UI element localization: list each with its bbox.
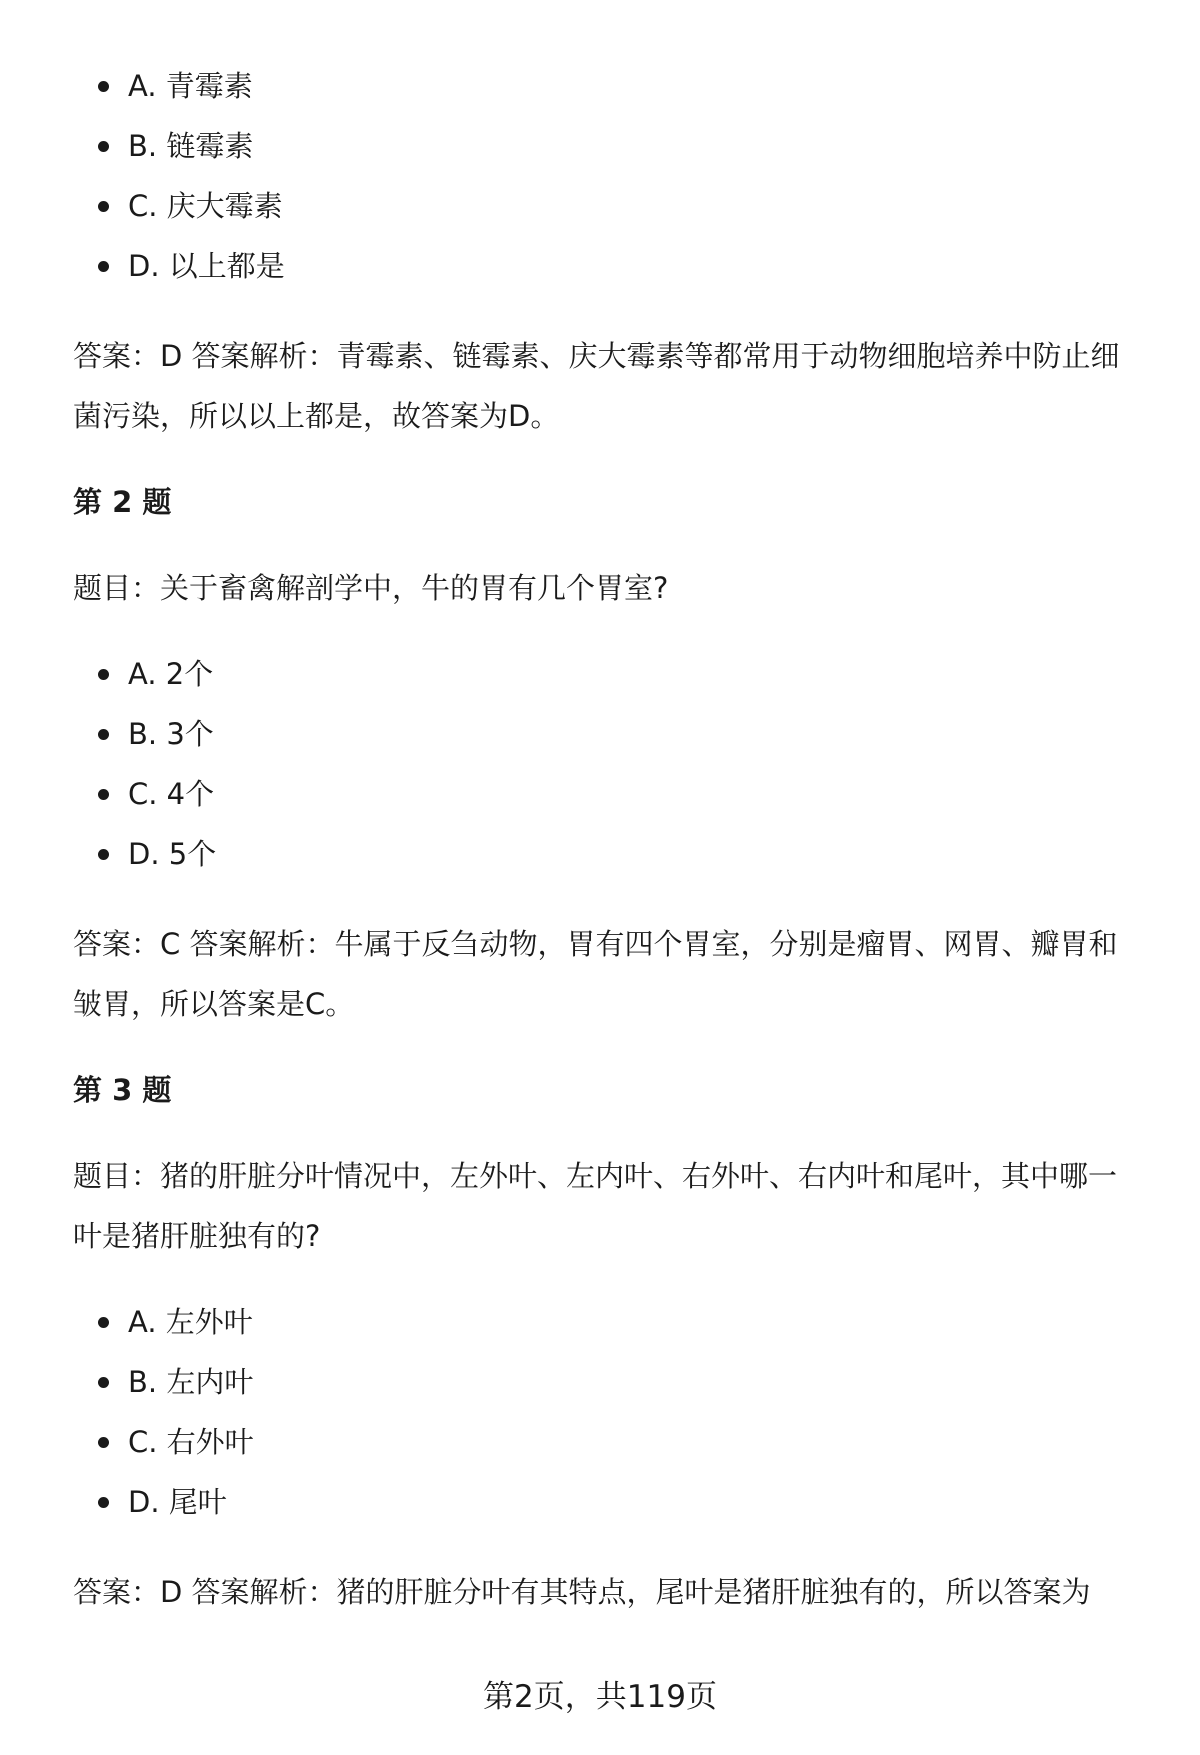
q2-question: 题目：关于畜禽解剖学中，牛的胃有几个胃室? — [73, 571, 669, 605]
bullet-icon — [98, 1377, 109, 1388]
bullet-icon — [98, 669, 109, 680]
q3-option-a: A. 左外叶 — [73, 1292, 1153, 1352]
q3-question-line-2: 叶是猪肝脏独有的? — [73, 1219, 321, 1253]
bullet-icon — [98, 1497, 109, 1508]
q1-option-list — [73, 56, 1153, 296]
q3-option-d: D. 尾叶 — [73, 1472, 1153, 1532]
bullet-icon — [98, 141, 109, 152]
q2-option-b: B. 3个 — [73, 704, 1153, 764]
q3-answer-line-1: 答案：D 答案解析：猪的肝脏分叶有其特点，尾叶是猪肝脏独有的，所以答案为 — [73, 1575, 1091, 1609]
bullet-icon — [98, 729, 109, 740]
q3-option-c: C. 右外叶 — [73, 1412, 1153, 1472]
q1-option-a: A. 青霉素 — [73, 56, 1153, 116]
q2-option-c: C. 4个 — [73, 764, 1153, 824]
q1-option-d: D. 以上都是 — [73, 236, 1153, 296]
bullet-icon — [98, 201, 109, 212]
q1-answer-line-1: 答案：D 答案解析：青霉素、链霉素、庆大霉素等都常用于动物细胞培养中防止细 — [73, 339, 1120, 373]
bullet-icon — [98, 1437, 109, 1448]
q1-option-c: C. 庆大霉素 — [73, 176, 1153, 236]
page-footer: 第2页，共119页 — [483, 1679, 717, 1715]
q3-question-line-1: 题目：猪的肝脏分叶情况中，左外叶、左内叶、右外叶、右内叶和尾叶，其中哪一 — [73, 1159, 1118, 1193]
document-page — [73, 56, 1153, 1622]
q2-option-list — [73, 644, 1153, 884]
q1-option-b: B. 链霉素 — [73, 116, 1153, 176]
bullet-icon — [98, 789, 109, 800]
q3-title: 第 3 题 — [73, 1073, 172, 1107]
q2-option-d: D. 5个 — [73, 824, 1153, 884]
q3-option-list — [73, 1292, 1153, 1532]
q2-title: 第 2 题 — [73, 485, 172, 519]
bullet-icon — [98, 849, 109, 860]
q2-answer-line-2: 皱胃，所以答案是C。 — [73, 987, 355, 1021]
q2-answer-line-1: 答案：C 答案解析：牛属于反刍动物，胃有四个胃室，分别是瘤胃、网胃、瓣胃和 — [73, 927, 1118, 961]
q1-answer-line-2: 菌污染，所以以上都是，故答案为D。 — [73, 399, 560, 433]
q3-option-b: B. 左内叶 — [73, 1352, 1153, 1412]
bullet-icon — [98, 81, 109, 92]
bullet-icon — [98, 261, 109, 272]
bullet-icon — [98, 1317, 109, 1328]
q2-option-a: A. 2个 — [73, 644, 1153, 704]
